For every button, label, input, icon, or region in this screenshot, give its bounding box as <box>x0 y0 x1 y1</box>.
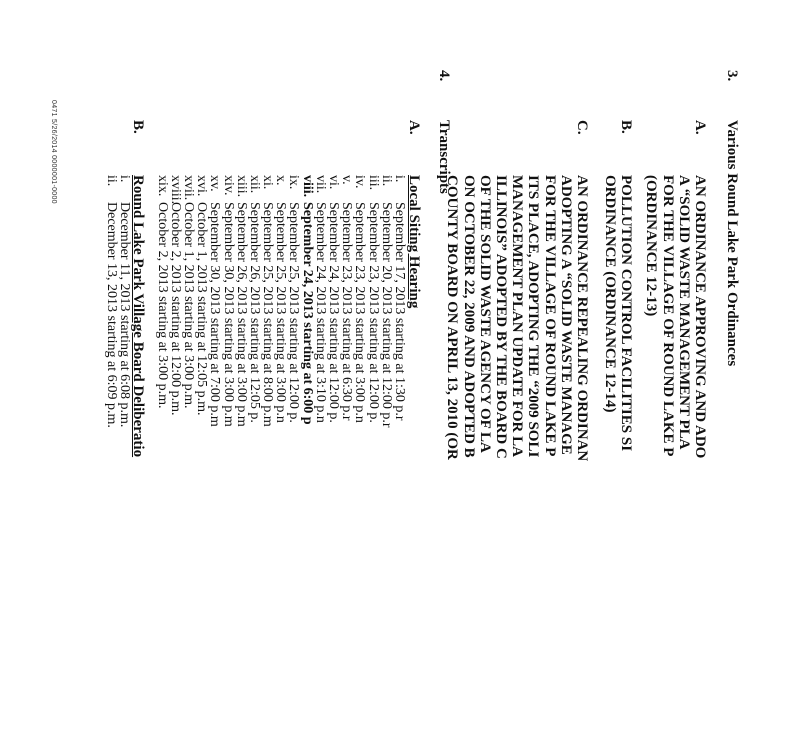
list-item-number: ix. <box>286 175 302 190</box>
item-3c-line: COUNTY BOARD ON APRIL 13, 2010 (OR <box>444 175 461 460</box>
list-item-text: September 26, 2013 starting at 3:00 p.m <box>233 202 249 427</box>
item-3b-text <box>602 175 634 735</box>
list-item-number: vii. <box>312 175 328 194</box>
list-item-text: October 1, 2013 starting at 12:05 p.m. <box>194 202 210 416</box>
list-item-text: October 2, 2013 starting at 3:00 p.m. <box>154 202 170 409</box>
item-3b-line: ORDINANCE (ORDINANCE 12-14) <box>601 175 618 413</box>
item-4a-heading: Local Siting Hearing <box>406 175 422 309</box>
list-item-text: September 24, 2013 starting at 12:00 p. <box>326 202 342 423</box>
list-item-text: December 11, 2013 starting at 6:08 p.m. <box>117 202 132 428</box>
list-item-number: xiv. <box>220 175 236 196</box>
item-3c-line: FOR THE VILLAGE OF ROUND LAKE P <box>541 175 558 457</box>
item-3a-line: AN ORDINANCE APPROVING AND ADO <box>692 175 708 459</box>
list-item <box>353 175 366 428</box>
list-item-number: viii. <box>299 175 315 198</box>
list-item-number: x. <box>273 175 289 186</box>
list-item <box>169 175 182 428</box>
item-3a-line: A “SOLID WASTE MANAGEMENT PLA <box>675 175 692 450</box>
item-3a-line: FOR THE VILLAGE OF ROUND LAKE P <box>659 175 676 457</box>
item-3c-line: ON OCTOBER 22, 2009 AND ADOPTED B <box>460 175 477 458</box>
list-item-number: xiii. <box>233 175 249 198</box>
list-item-text: October 1, 2013 starting at 3:00 p.m. <box>181 202 196 409</box>
item-3c-line: ADOPTING A “SOLID WASTE MANAGE <box>557 175 574 455</box>
list-item-text: September 23, 2013 starting at 3:00 p.n <box>352 202 368 423</box>
list-item-number: ii. <box>103 175 119 187</box>
list-item <box>155 175 168 428</box>
item-3c-line: AN ORDINANCE REPEALING ORDINAN <box>574 175 590 462</box>
list-item-text: September 23, 2013 starting at 12:00 p. <box>365 202 381 423</box>
list-item <box>118 175 131 428</box>
list-item-text: October 2, 2013 starting at 12:00 p.m. <box>167 202 183 416</box>
list-item <box>314 175 327 428</box>
list-item <box>287 175 300 428</box>
list-item-number: iii. <box>365 175 381 191</box>
list-item-text: September 17, 2013 starting at 1:30 p.r <box>392 202 407 421</box>
list-item <box>380 175 393 428</box>
list-item-number: xi. <box>260 175 276 190</box>
section-4-number: 4. <box>436 70 452 82</box>
list-item-number: v. <box>339 175 355 185</box>
list-item <box>248 175 261 428</box>
list-item <box>327 175 340 428</box>
list-item-number: xvi. <box>194 175 210 197</box>
list-item-number: vi. <box>326 175 342 190</box>
item-3c-text <box>444 175 590 735</box>
list-item-text: September 23, 2013 starting at 6:30 p.r <box>339 202 355 421</box>
list-item <box>274 175 287 428</box>
list-item <box>261 175 274 428</box>
list-item-number: xv. <box>207 175 223 192</box>
item-3c-line: OF THE SOLID WASTE AGENCY OF LA <box>476 175 493 453</box>
section-3-title: Various Round Lake Park Ordinances <box>724 120 740 367</box>
item-3c-line: ILLINOIS” ADOPTED BY THE BOARD C <box>492 175 509 459</box>
list-item <box>208 175 221 428</box>
item-3a-text <box>643 175 708 735</box>
list-item-text: September 30, 2013 starting at 3:00 p.m <box>220 202 236 427</box>
item-3c-line: ITS PLACE, ADOPTING THE “2009 SOLI <box>525 175 542 458</box>
item-4a-letter: A. <box>406 120 422 135</box>
list-item-number: xvii. <box>181 175 196 201</box>
list-item-text: September 24, 2013 starting at 3:10 p.n <box>312 202 328 423</box>
item-3a-letter: A. <box>692 120 708 135</box>
list-item <box>221 175 234 428</box>
section-3-number: 3. <box>724 70 740 82</box>
deliberation-list <box>105 175 131 428</box>
list-item-text: September 26, 2013 starting at 12:05 p. <box>246 202 262 423</box>
list-item <box>105 175 118 428</box>
item-4b-letter: B. <box>130 120 146 134</box>
list-item <box>235 175 248 428</box>
list-item-number: xix. <box>154 175 170 197</box>
list-item-number: iv. <box>352 175 368 189</box>
list-item-number: i. <box>392 175 407 183</box>
list-item-text: September 30, 2013 starting at 7:00 p.m <box>207 202 223 427</box>
list-item-text: September 25, 2013 starting at 8:00 p.m <box>260 202 276 427</box>
item-4b-heading: Round Lake Park Village Board Deliberatio <box>130 175 146 458</box>
list-item-number: xviii. <box>167 175 183 205</box>
item-3a-line: (ORDINANCE 12-13) <box>643 175 660 317</box>
document-page <box>40 70 740 710</box>
list-item <box>301 175 314 428</box>
document-id-stamp: 0471 5/26/2014 0000001-0000 <box>50 100 57 204</box>
item-3c-line: MANAGEMENT PLAN UPDATE FOR LA <box>509 175 526 457</box>
list-item-text: September 20, 2013 starting at 12:00 p.r <box>378 202 394 428</box>
list-item <box>393 175 406 428</box>
item-3c-letter: C. <box>574 120 590 135</box>
hearing-list <box>155 175 406 428</box>
list-item <box>366 175 379 428</box>
item-3b-letter: B. <box>618 120 634 134</box>
list-item <box>182 175 195 428</box>
list-item-number: xii. <box>246 175 262 194</box>
list-item-text: September 25, 2013 starting at 12:00 p. <box>286 202 302 423</box>
list-item-text: September 24, 2013 starting at 6:00 p <box>299 202 315 425</box>
item-3b-line: POLLUTION CONTROL FACILITIES SI <box>618 175 634 452</box>
list-item-text: September 25, 2013 starting at 3:00 p.n <box>273 202 289 423</box>
list-item-number: ii. <box>378 175 394 187</box>
list-item-text: December 13, 2013 starting at 6:09 p.m. <box>103 202 119 428</box>
list-item <box>340 175 353 428</box>
list-item-number: i. <box>117 175 132 183</box>
list-item <box>195 175 208 428</box>
section-4-title: Transcripts <box>436 120 452 194</box>
